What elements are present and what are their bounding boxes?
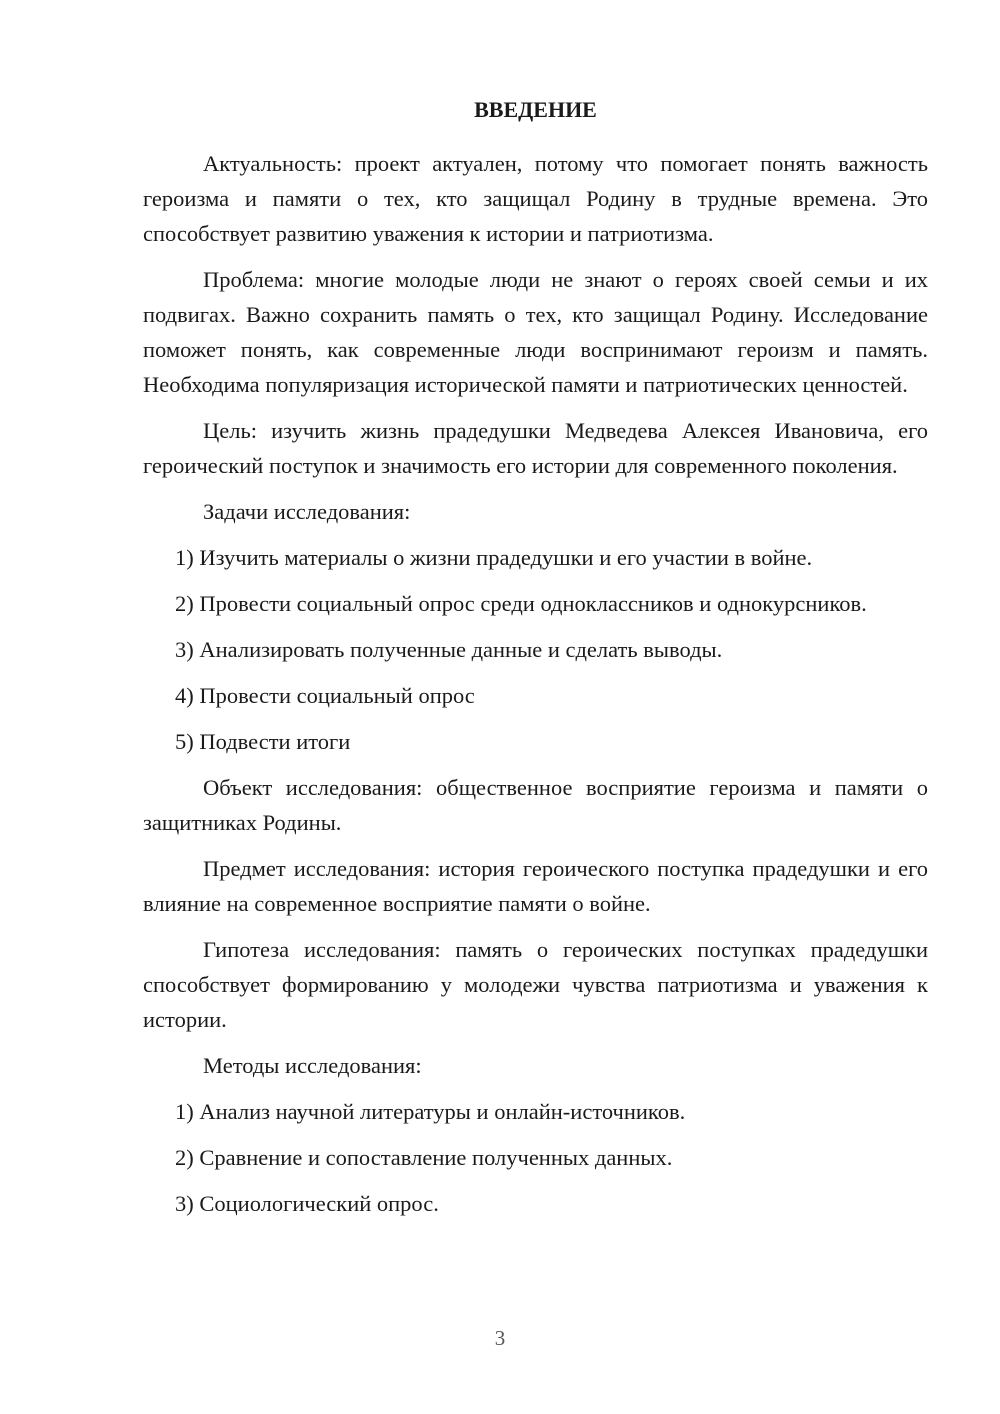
hypothesis-paragraph: Гипотеза исследования: память о героических поступках прадедушки способствует формированию у молодежи чувства патриотизма и уважения к истории. (143, 937, 928, 1032)
task-item: 1) Изучить материалы о жизни прадедушки и его участии в войне. (175, 545, 813, 570)
task-item: 5) Подвести итоги (175, 729, 351, 754)
method-item: 3) Социологический опрос. (175, 1191, 439, 1216)
problem-paragraph: Проблема: многие молодые люди не знают о героях своей семьи и их подвигах. Важно сохранить память о тех, кто защищал Родину. Исследование поможет понять, как современные люди воспринимают героизм и память. Необходима популяризация исторической памяти и патриотических ценностей. (143, 267, 928, 397)
goal-paragraph: Цель: изучить жизнь прадедушки Медведева Алексея Ивановича, его героический поступок и значимость его истории для современного поколения. (143, 418, 928, 478)
section-heading: ВВЕДЕНИЕ (474, 97, 597, 122)
object-paragraph: Объект исследования: общественное восприятие героизма и памяти о защитниках Родины. (143, 775, 928, 835)
methods-title: Методы исследования: (203, 1053, 422, 1078)
task-item: 2) Провести социальный опрос среди одноклассников и однокурсников. (175, 591, 867, 616)
method-item: 2) Сравнение и сопоставление полученных данных. (175, 1145, 673, 1170)
method-item: 1) Анализ научной литературы и онлайн-источников. (175, 1099, 686, 1124)
page-number: 3 (494, 1326, 506, 1350)
task-item: 4) Провести социальный опрос (175, 683, 475, 708)
subject-paragraph: Предмет исследования: история героического поступка прадедушки и его влияние на современное восприятие памяти о войне. (143, 856, 928, 916)
task-item: 3) Анализировать полученные данные и сделать выводы. (175, 637, 723, 662)
document-page (143, 92, 928, 1232)
tasks-title: Задачи исследования: (203, 499, 411, 524)
relevance-paragraph: Актуальность: проект актуален, потому что помогает понять важность героизма и памяти о тех, кто защищал Родину в трудные времена. Это способствует развитию уважения к истории и патриотизма. (143, 151, 928, 246)
